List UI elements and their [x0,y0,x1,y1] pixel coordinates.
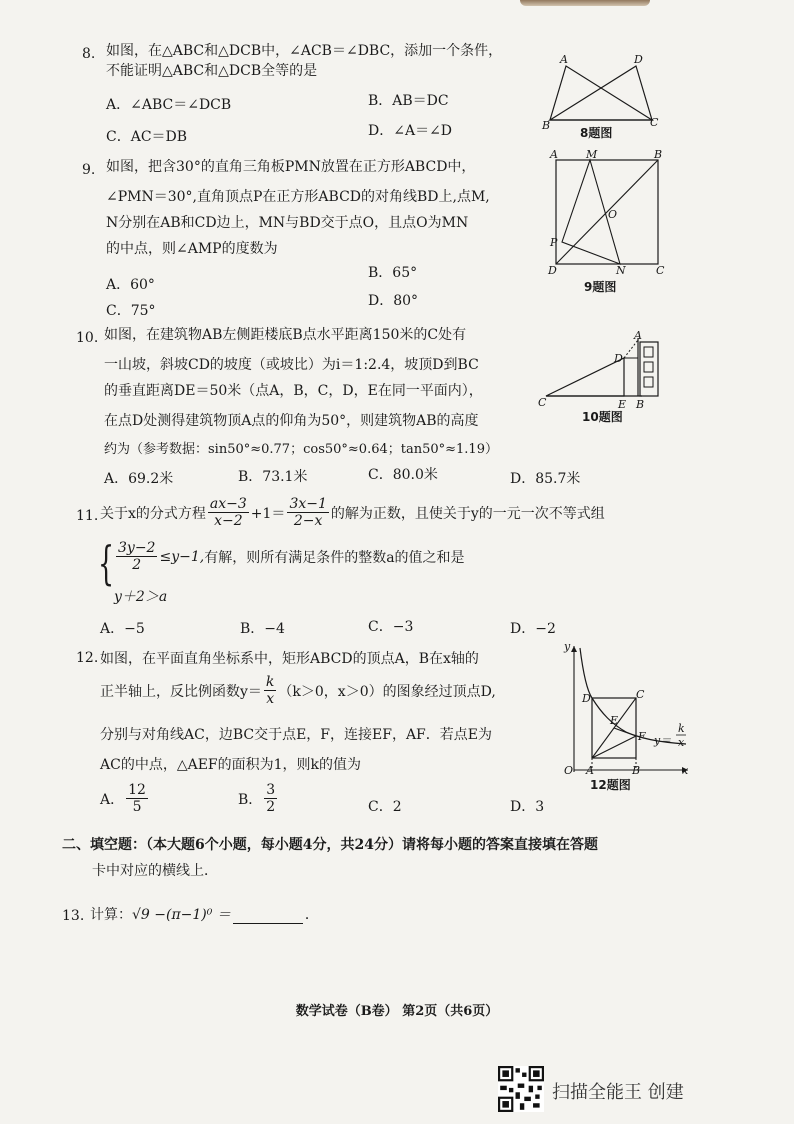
q10-option-c: C．80.0米 [368,467,438,483]
q9-stem-3: N分别在AB和CD边上，MN与BD交于点O，且点O为MN [106,215,469,231]
q12-option-c: C．2 [368,799,402,815]
q12-label-x: x [682,764,689,777]
q10-label-a: A [634,330,642,342]
q12-option-b [238,782,279,815]
q10-label-e: E [618,398,627,411]
q9-option-d: D．80° [368,293,419,309]
q11-system-row-2: y＋2＞a [114,589,168,605]
q12-stem-1: 如图，在平面直角坐标系中，矩形ABCD的顶点A，B在x轴的 [100,651,479,667]
q11-f1-denominator: x−2 [214,513,243,529]
q9-label-c: C [656,264,665,276]
q12-option-a-fraction [126,782,148,815]
q10-stem-2: 一山坡，斜坡CD的坡度（或坡比）为i＝1:2.4，坡顶D到BC [104,357,479,373]
q11-stem-post: 的解为正数，且使关于y的一元一次不等式组 [330,505,605,522]
q9-option-c: C．75° [106,303,156,319]
q11-f2-denominator: 2−x [293,513,323,529]
section-2-line-1: 二、填空题：（本大题6个小题，每小题4分，共24分）请将每小题的答案直接填在答题 [62,837,598,853]
scanner-brand: 扫描全能王 创建 [552,1082,684,1103]
q11-stem-mid: +1＝ [250,505,286,522]
q13-number: 13. [62,908,85,924]
q11-stem-pre: 关于x的分式方程 [100,505,206,522]
q9-caption: 9题图 [584,280,617,294]
q12-label-y: y [564,640,571,653]
q9-label-a: A [550,148,558,161]
q12-fn-denominator: x [266,691,275,707]
q12-label-o: O [564,764,574,777]
q12-b-numerator: 3 [266,782,276,798]
q9-stem-4: 的中点，则∠AMP的度数为 [106,241,278,257]
q12-stem-4: AC的中点，△AEF的面积为1，则k的值为 [100,757,362,773]
q11-f1-numerator: ax−3 [209,496,247,512]
q8-option-d: D．∠A＝∠D [368,123,453,139]
q12-label-a: A [586,764,594,777]
q10-stem-5: 约为（参考数据：sin50°≈0.77；cos50°≈0.64；tan50°≈1.19） [104,442,498,457]
q12-option-b-fraction [264,782,277,815]
page-footer: 数学试卷（B卷） 第2页（共6页） [295,1004,499,1019]
q11-system-row-1-tail: ≤y−1, [159,548,205,565]
q11-system-tail: 有解，则所有满足条件的整数a的值之和是 [204,549,465,566]
q8-stem-2: 不能证明△ABC和△DCB全等的是 [106,63,318,79]
q12-stem-3: 分别与对角线AC，边BC交于点E，F，连接EF，AF．若点E为 [100,727,492,743]
q8-label-b: B [542,119,551,132]
q11-sys-numerator: 3y−2 [118,540,156,556]
q13-prefix: 计算： [90,907,132,923]
q12-number: 12. [76,650,99,666]
q9-stem-2: ∠PMN＝30°,直角顶点P在正方形ABCD的对角线BD上,点M, [106,189,490,205]
q12-option-d: D．3 [510,799,545,815]
q8-stem-1: 如图，在△ABC和△DCB中，∠ACB＝∠DBC，添加一个条件， [106,43,503,59]
q10-caption: 10题图 [582,410,623,424]
q9-option-a: A．60° [106,277,155,293]
q10-figure [538,330,668,412]
q9-label-b: B [654,148,663,161]
q10-label-d: D [614,352,623,365]
q12-a-denominator: 5 [132,799,142,815]
q12-stem-2-post: （k＞0，x＞0）的图象经过顶点D, [278,683,496,700]
q11-system-row-1 [114,540,465,573]
q9-label-p: P [550,236,558,249]
q9-number: 9. [82,162,96,178]
q8-label-c: C [650,116,659,129]
q12-curve-label: y＝ [654,734,672,747]
q10-option-a: A．69.2米 [104,471,174,487]
q10-stem-3: 的垂直距离DE＝50米（点A，B，C，D，E在同一平面内）， [104,383,483,399]
q8-label-d: D [634,53,643,66]
q8-caption: 8题图 [580,126,613,140]
q12-curve-denominator: x [678,736,685,749]
q12-stem-2 [100,674,496,707]
q12-b-denominator: 2 [266,799,276,815]
q10-option-d: D．85.7米 [510,471,581,487]
qr-code-icon [498,1066,544,1112]
q9-label-d: D [548,264,557,276]
q8-option-a: A．∠ABC＝∠DCB [106,97,232,113]
q12-fn-numerator: k [265,674,275,690]
q8-number: 8. [82,46,96,62]
q12-label-b: B [632,764,641,777]
q10-label-b: B [636,398,645,411]
scan-edge-shadow [520,0,650,6]
q11-number: 11. [76,508,99,524]
q11-system-fraction [116,540,157,573]
q11-fraction-2 [287,496,328,529]
q9-label-m: M [586,148,598,161]
q10-number: 10. [76,330,99,346]
q8-option-c: C．AC＝DB [106,129,188,145]
q12-curve-numerator: k [678,722,685,735]
q11-sys-denominator: 2 [132,557,142,573]
q9-label-o: O [608,208,618,221]
q12-figure [556,640,696,780]
q12-function-fraction [264,674,276,707]
q12-label-c: C [636,688,645,701]
q11-option-d: D．−2 [510,621,556,637]
q12-label-f: F [638,730,646,743]
q9-option-b: B．65° [368,265,418,281]
q13-stem [90,904,319,924]
q13-answer-blank[interactable] [233,923,303,924]
q12-stem-2-pre: 正半轴上，反比例函数y＝ [100,683,262,700]
q8-figure [538,52,668,132]
q12-option-a-label: A． [100,791,125,808]
q11-option-b: B．−4 [240,621,285,637]
q11-fraction-1 [208,496,249,529]
q11-option-a: A．−5 [100,621,145,637]
q12-option-b-label: B． [238,791,263,808]
q11-option-c: C．−3 [368,619,414,635]
q9-figure [544,146,670,276]
q8-option-b: B．AB＝DC [368,93,449,109]
q11-system-brace: { [98,536,115,590]
section-2-line-2: 卡中对应的横线上． [92,863,218,879]
q11-stem-1 [100,496,605,529]
q10-stem-4: 在点D处测得建筑物顶A点的仰角为50°，则建筑物AB的高度 [104,413,479,429]
q10-option-b: B．73.1米 [238,469,308,485]
q12-caption: 12题图 [590,778,631,792]
q13-expression: √9 −(π−1)⁰ ＝ [132,907,231,923]
q12-option-a [100,782,150,815]
q12-label-d: D [582,692,591,705]
q9-label-n: N [616,264,626,276]
q12-label-e: E [610,714,619,727]
q9-stem-1: 如图，把含30°的直角三角板PMN放置在正方形ABCD中， [106,159,476,175]
q10-label-c: C [538,396,547,409]
q13-end: ． [304,907,319,923]
q12-a-numerator: 12 [128,782,146,798]
q10-stem-1: 如图，在建筑物AB左侧距楼底B点水平距离150米的C处有 [104,327,467,343]
q8-label-a: A [560,53,568,66]
q11-f2-numerator: 3x−1 [289,496,327,512]
